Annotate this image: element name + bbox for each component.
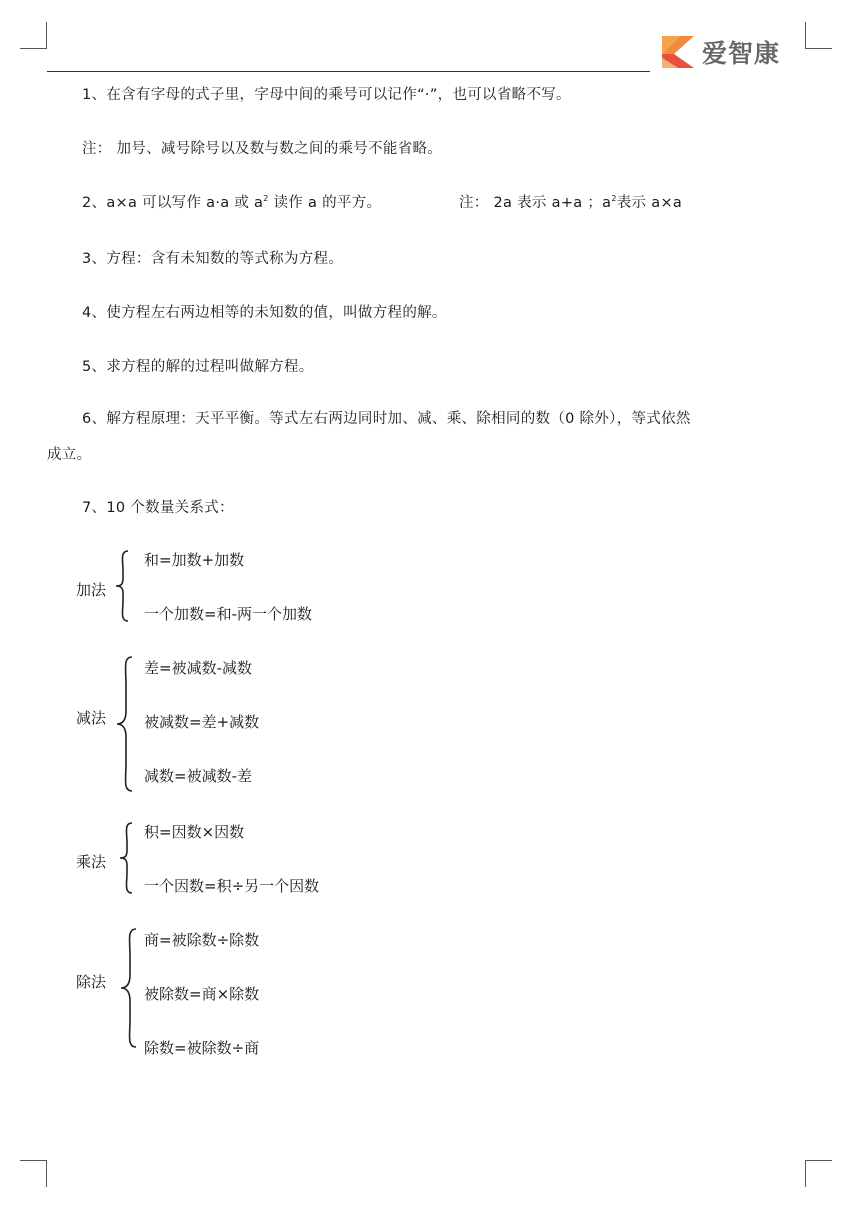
item-7: 7、10 个数量关系式： bbox=[82, 500, 234, 516]
item-2-note-superscript: 2 bbox=[611, 194, 617, 203]
item-2-note-text: 注： 2a 表示 a+a ；a bbox=[459, 195, 612, 211]
crop-mark-bottom-left bbox=[20, 1160, 47, 1187]
crop-mark-top-left bbox=[20, 22, 47, 49]
crop-mark-top-right bbox=[805, 22, 832, 49]
item-2-note-tail: 表示 a×a bbox=[616, 195, 683, 211]
item-1: 1、在含有字母的式子里，字母中间的乘号可以记作“·”，也可以省略不写。 bbox=[82, 87, 571, 103]
item-5: 5、求方程的解的过程叫做解方程。 bbox=[82, 359, 314, 375]
formula-subtraction-1: 差=被减数-减数 bbox=[144, 659, 252, 677]
brace-addition bbox=[114, 549, 130, 623]
item-2-note bbox=[459, 191, 682, 212]
formula-subtraction-2: 被减数=差+减数 bbox=[144, 713, 260, 731]
relation-label-subtraction: 减法 bbox=[76, 709, 107, 727]
formula-addition-1: 和=加数+加数 bbox=[144, 551, 245, 569]
item-2-text-tail: 读作 a 的平方。 bbox=[268, 195, 382, 211]
relation-label-division: 除法 bbox=[76, 973, 107, 991]
formula-division-1: 商=被除数÷除数 bbox=[144, 931, 260, 949]
note-1: 注： 加号、减号除号以及数与数之间的乘号不能省略。 bbox=[82, 141, 443, 157]
header-rule bbox=[47, 71, 650, 72]
brace-subtraction bbox=[114, 655, 134, 793]
relation-label-multiplication: 乘法 bbox=[76, 853, 107, 871]
brand-logo-icon bbox=[660, 34, 696, 70]
formula-addition-2: 一个加数=和-两一个加数 bbox=[144, 605, 312, 623]
item-4: 4、使方程左右两边相等的未知数的值，叫做方程的解。 bbox=[82, 305, 447, 321]
crop-mark-bottom-right bbox=[805, 1160, 832, 1187]
brace-division bbox=[118, 927, 138, 1049]
brand-logo bbox=[660, 32, 800, 72]
item-2-text: 2、a×a 可以写作 a·a 或 a bbox=[82, 195, 264, 211]
formula-subtraction-3: 减数=被减数-差 bbox=[144, 767, 252, 785]
relation-label-addition: 加法 bbox=[76, 581, 107, 599]
brand-logo-text: 爱智康 bbox=[702, 39, 781, 68]
item-6-continued: 成立。 bbox=[47, 447, 92, 463]
formula-division-3: 除数=被除数÷商 bbox=[144, 1039, 260, 1057]
brace-multiplication bbox=[118, 821, 134, 895]
item-6: 6、解方程原理：天平平衡。等式左右两边同时加、减、乘、除相同的数（0 除外），等式依然 bbox=[82, 411, 691, 427]
item-2-superscript: 2 bbox=[263, 194, 269, 203]
item-2 bbox=[82, 191, 381, 212]
item-3: 3、方程：含有未知数的等式称为方程。 bbox=[82, 251, 344, 267]
formula-division-2: 被除数=商×除数 bbox=[144, 985, 260, 1003]
formula-multiplication-1: 积=因数×因数 bbox=[144, 823, 245, 841]
formula-multiplication-2: 一个因数=积÷另一个因数 bbox=[144, 877, 320, 895]
